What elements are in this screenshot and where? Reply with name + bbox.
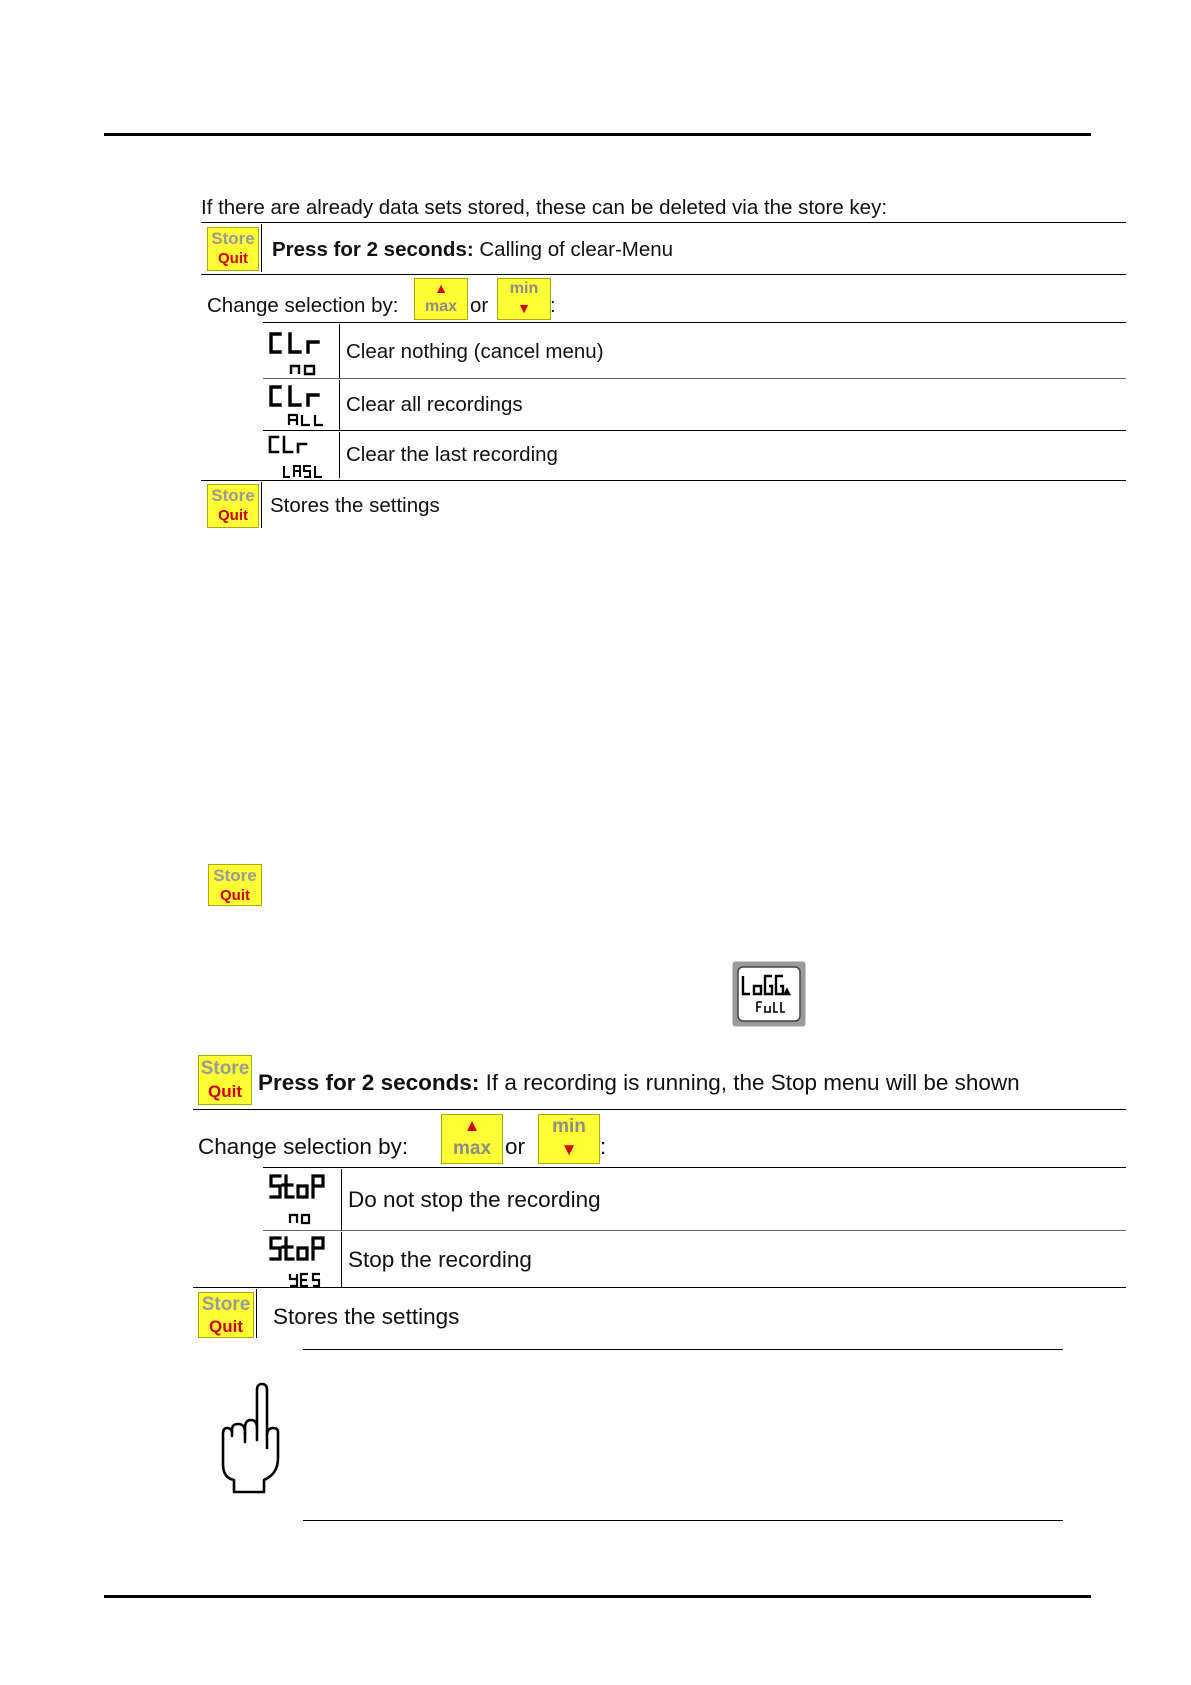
table-rule bbox=[193, 1109, 1126, 1110]
table-divider bbox=[341, 1169, 342, 1230]
lcd-stop-no bbox=[268, 1172, 338, 1233]
intro-text: If there are already data sets stored, these can be deleted via the store key: bbox=[201, 196, 888, 219]
table-divider bbox=[339, 432, 340, 478]
lcd-clr-lasl bbox=[268, 434, 332, 485]
stop-option-text: Stop the recording bbox=[348, 1247, 532, 1272]
colon-text: : bbox=[550, 294, 556, 317]
clear-option-text: Clear all recordings bbox=[346, 393, 523, 416]
table-divider bbox=[341, 1232, 342, 1287]
store-quit-key: Store Quit bbox=[198, 1055, 252, 1105]
arrow-down-icon: ▼ bbox=[517, 300, 531, 316]
store-quit-key: Store Quit bbox=[207, 227, 259, 271]
table-rule bbox=[201, 222, 1126, 223]
lcd-stop-yes bbox=[268, 1234, 338, 1295]
table-rule bbox=[193, 1287, 1126, 1288]
page-header-rule bbox=[104, 133, 1091, 136]
store-quit-key: Store Quit bbox=[207, 484, 259, 528]
stop-stores-text: Stores the settings bbox=[273, 1304, 460, 1329]
arrow-up-icon: ▲ bbox=[463, 1116, 481, 1135]
lcd-clr-all bbox=[268, 383, 332, 436]
colon-text: : bbox=[600, 1134, 607, 1159]
table-rule bbox=[263, 430, 1126, 431]
table-rule bbox=[263, 1167, 1126, 1168]
clear-option-text: Clear nothing (cancel menu) bbox=[346, 340, 604, 363]
min-key: min ▼ bbox=[497, 278, 551, 320]
clear-stores-text: Stores the settings bbox=[270, 494, 440, 517]
clear-change-selection-label: Change selection by: bbox=[207, 294, 399, 317]
or-text: or bbox=[470, 294, 489, 317]
max-key: ▲ max bbox=[441, 1114, 503, 1164]
arrow-down-icon: ▼ bbox=[560, 1140, 578, 1159]
table-rule bbox=[263, 378, 1126, 379]
arrow-up-icon: ▲ bbox=[434, 280, 448, 296]
store-quit-key: Store Quit bbox=[198, 1292, 254, 1338]
stop-option-text: Do not stop the recording bbox=[348, 1187, 601, 1212]
table-divider bbox=[256, 1289, 257, 1338]
table-rule bbox=[263, 1230, 1126, 1231]
lcd-clr-no bbox=[268, 330, 332, 383]
clear-press-instruction: Press for 2 seconds: Calling of clear-Menu bbox=[272, 238, 674, 261]
table-divider bbox=[261, 482, 262, 528]
table-divider bbox=[339, 380, 340, 430]
note-bottom-rule bbox=[303, 1520, 1063, 1521]
table-rule bbox=[201, 480, 1126, 481]
note-top-rule bbox=[303, 1349, 1063, 1350]
page-footer-rule bbox=[104, 1595, 1091, 1598]
max-key: ▲ max bbox=[414, 278, 468, 320]
table-divider bbox=[339, 324, 340, 378]
table-rule bbox=[263, 322, 1126, 323]
clear-option-text: Clear the last recording bbox=[346, 443, 558, 466]
min-key: min ▼ bbox=[538, 1114, 600, 1164]
stop-change-selection-label: Change selection by: bbox=[198, 1134, 409, 1159]
store-quit-key: Store Quit bbox=[208, 864, 262, 906]
or-text: or bbox=[505, 1134, 526, 1159]
stop-press-instruction: Press for 2 seconds: If a recording is running, the Stop menu will be shown bbox=[258, 1070, 1020, 1095]
table-divider bbox=[261, 224, 262, 272]
table-rule bbox=[201, 274, 1126, 275]
lcd-logg-full-display bbox=[731, 960, 807, 1033]
pointing-hand-icon bbox=[218, 1382, 290, 1501]
